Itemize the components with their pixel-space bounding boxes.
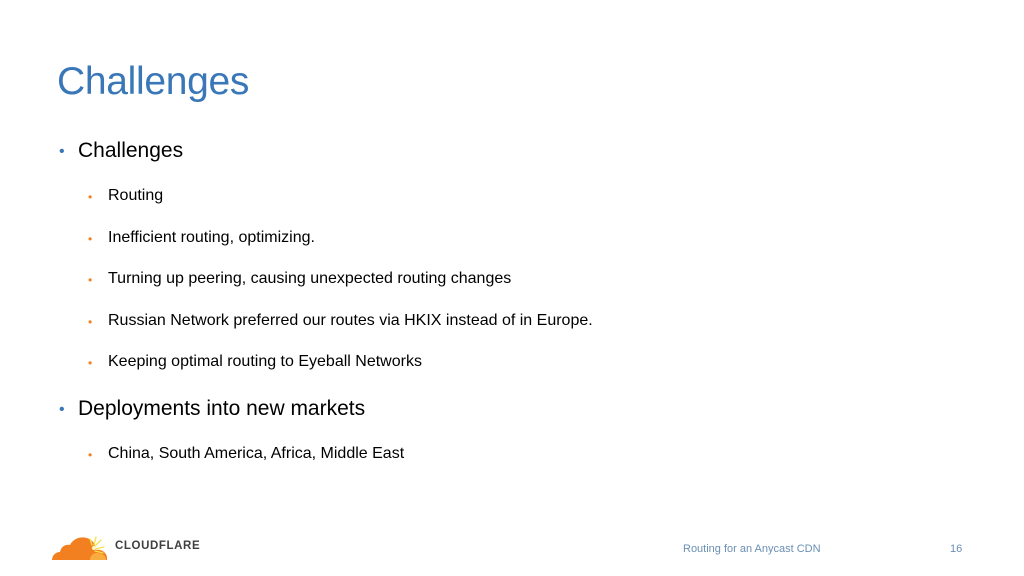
footer-presentation-title: Routing for an Anycast CDN: [683, 543, 821, 555]
bullet-level2: [88, 444, 404, 464]
bullet-dot: •: [59, 143, 65, 160]
cloudflare-logo: [50, 531, 210, 563]
bullet-text: Keeping optimal routing to Eyeball Networks: [108, 353, 422, 370]
cloud-icon: [50, 531, 112, 563]
bullet-text: Turning up peering, causing unexpected routing changes: [108, 270, 512, 287]
logo-wordmark: CLOUDFLARE: [115, 540, 201, 552]
slide-title: Challenges: [57, 60, 250, 103]
bullet-dot: •: [88, 315, 93, 329]
bullet-level2: [88, 228, 315, 248]
bullet-level2: [88, 311, 593, 331]
bullet-dot: •: [59, 401, 65, 418]
page-number: 16: [950, 543, 963, 555]
bullet-dot: •: [88, 190, 93, 204]
bullet-text: Inefficient routing, optimizing.: [108, 229, 315, 246]
bullet-level1: [59, 396, 365, 422]
bullet-dot: •: [88, 232, 93, 246]
bullet-level1: [59, 138, 183, 164]
bullet-text: Challenges: [78, 139, 184, 162]
bullet-level2: [88, 186, 163, 206]
bullet-dot: •: [88, 356, 93, 370]
bullet-text: Routing: [108, 187, 164, 204]
bullet-level2: [88, 352, 422, 372]
bullet-level2: [88, 269, 511, 289]
bullet-dot: •: [88, 273, 93, 287]
bullet-text: Deployments into new markets: [78, 397, 366, 420]
bullet-text: Russian Network preferred our routes via HKIX instead of in Europe.: [108, 312, 593, 329]
bullet-dot: •: [88, 448, 93, 462]
bullet-text: China, South America, Africa, Middle East: [108, 445, 405, 462]
